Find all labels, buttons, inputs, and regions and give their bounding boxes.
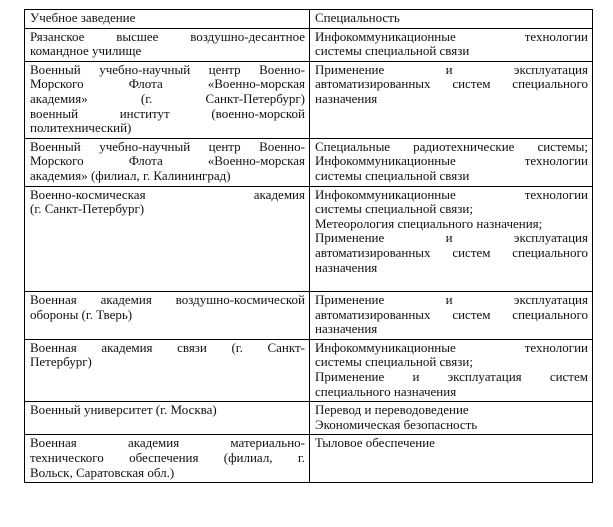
word: «Военно-морская	[207, 76, 305, 92]
word: эксплуатация	[513, 61, 588, 77]
word: системы;	[537, 138, 588, 154]
institution-line	[30, 63, 305, 78]
specialty-cell	[310, 339, 593, 401]
table-row	[25, 138, 593, 186]
header-institution: Учебное заведение	[25, 10, 310, 29]
word: академия	[253, 186, 305, 202]
word: эксплуатация	[513, 292, 588, 308]
table-row	[25, 61, 593, 138]
specialty-paragraph	[315, 418, 588, 433]
specialty-paragraph	[315, 436, 588, 451]
word: автоматизированных	[315, 76, 431, 92]
word: и	[445, 292, 453, 308]
word: автоматизированных	[315, 306, 431, 322]
word: (г.	[140, 90, 153, 106]
specialty-line: системы специальной связи	[315, 167, 470, 183]
specialty-line	[315, 308, 588, 323]
word: систем	[452, 244, 491, 260]
word: автоматизированных	[315, 244, 431, 260]
word: систем	[452, 76, 491, 92]
word: Санкт-	[267, 339, 305, 355]
word: технологии	[524, 153, 588, 169]
institution-line: политехнический)	[30, 120, 132, 136]
specialty-cell	[310, 292, 593, 340]
word: воздушно-космической	[175, 292, 305, 308]
word: систем	[549, 369, 588, 385]
word: и	[445, 230, 453, 246]
word: воздушно-десантное	[190, 28, 305, 44]
word: Морского	[30, 153, 84, 169]
word: специального	[512, 76, 588, 92]
specialty-paragraph	[315, 403, 588, 418]
word: учебно-научный	[99, 138, 191, 154]
institution-line	[30, 92, 305, 107]
table-header-row	[25, 10, 593, 29]
specialty-line: назначения	[315, 90, 378, 106]
institution-line: (г. Санкт-Петербург)	[30, 201, 145, 217]
specialty-cell	[310, 28, 593, 61]
specialty-paragraph	[315, 63, 588, 107]
word: Инфокоммуникационные	[315, 339, 456, 355]
institution-line	[30, 341, 305, 356]
word: технического	[30, 450, 104, 466]
word: Рязанское	[30, 28, 85, 44]
specialty-line: Метеорология специального назначения;	[315, 215, 543, 231]
word: Флота	[128, 153, 163, 169]
specialty-cell	[310, 61, 593, 138]
word: г.	[297, 450, 305, 466]
specialty-line: Тыловое обеспечение	[315, 435, 435, 451]
word: Специальные	[315, 138, 391, 154]
specialty-line	[315, 154, 588, 169]
institution-cell	[25, 186, 310, 292]
word: Военно-космическая	[30, 186, 146, 202]
word: и	[412, 369, 420, 385]
word: радиотехнические	[413, 138, 515, 154]
institution-line: Военный университет (г. Москва)	[30, 402, 217, 418]
institution-line	[30, 293, 305, 308]
word: и	[445, 61, 453, 77]
institution-line: академия» (филиал, г. Калининград)	[30, 167, 231, 183]
institution-cell	[25, 435, 310, 483]
word: специального	[512, 306, 588, 322]
institution-line	[30, 188, 305, 203]
specialty-paragraph	[315, 341, 588, 370]
specialty-line: системы специальной связи;	[315, 354, 473, 370]
table-row	[25, 435, 593, 483]
word: Применение	[315, 369, 385, 385]
table-row	[25, 28, 593, 61]
table-row	[25, 339, 593, 401]
institutions-table	[24, 9, 593, 483]
word: систем	[452, 306, 491, 322]
word: Применение	[315, 292, 385, 308]
word: Применение	[315, 230, 385, 246]
word: (филиал,	[223, 450, 273, 466]
specialty-cell	[310, 435, 593, 483]
institution-line	[30, 77, 305, 92]
word: Применение	[315, 61, 385, 77]
word: эксплуатация	[513, 230, 588, 246]
institution-cell	[25, 28, 310, 61]
specialty-line	[315, 231, 588, 246]
table-row	[25, 186, 593, 292]
specialty-line: системы специальной связи	[315, 43, 470, 59]
word: «Военно-морская	[207, 153, 305, 169]
specialty-line	[315, 30, 588, 45]
specialty-cell	[310, 186, 593, 292]
specialty-line	[315, 77, 588, 92]
institution-line	[30, 107, 305, 122]
word: учебно-научный	[99, 61, 191, 77]
word: академия»	[30, 90, 88, 106]
specialty-paragraph	[315, 30, 588, 59]
word: Военный	[30, 61, 81, 77]
specialty-paragraph	[315, 217, 588, 232]
word: материально-	[230, 435, 305, 451]
word: технологии	[524, 339, 588, 355]
specialty-line	[315, 188, 588, 203]
specialty-line	[315, 293, 588, 308]
word: технологии	[524, 28, 588, 44]
word: Военно-	[259, 61, 305, 77]
word: Инфокоммуникационные	[315, 186, 456, 202]
institution-cell	[25, 292, 310, 340]
institution-cell	[25, 339, 310, 401]
word: Военная	[30, 292, 77, 308]
word: институт	[119, 105, 170, 121]
word: технологии	[524, 186, 588, 202]
word: академия	[127, 435, 180, 451]
specialty-line: назначения	[315, 259, 378, 275]
word: Военный	[30, 138, 81, 154]
word: связи	[177, 339, 207, 355]
institution-line: Вольск, Саратовская обл.)	[30, 464, 175, 480]
institution-line	[30, 154, 305, 169]
specialty-line	[315, 140, 588, 155]
specialty-cell	[310, 402, 593, 435]
specialty-line: системы специальной связи;	[315, 201, 473, 217]
table-row	[25, 402, 593, 435]
word: Санкт-Петербург)	[205, 90, 305, 106]
word: академия	[100, 292, 152, 308]
word: (военно-морской	[211, 105, 305, 121]
header-specialty: Специальность	[310, 10, 593, 29]
specialty-line: специального назначения	[315, 383, 457, 399]
word: Инфокоммуникационные	[315, 153, 456, 169]
specialty-line	[315, 246, 588, 261]
word: академия	[101, 339, 153, 355]
word: (г.	[231, 339, 243, 355]
institution-line: обороны (г. Тверь)	[30, 306, 133, 322]
word: Флота	[128, 76, 163, 92]
specialty-paragraph	[315, 188, 588, 217]
table-body	[25, 28, 593, 483]
word: центр	[208, 138, 241, 154]
word: специального	[512, 244, 588, 260]
institution-cell	[25, 402, 310, 435]
specialty-paragraph	[315, 293, 588, 337]
institution-line	[30, 436, 305, 451]
specialty-line	[315, 63, 588, 78]
word: Военно-	[259, 138, 305, 154]
specialty-paragraph	[315, 140, 588, 184]
specialty-paragraph	[315, 370, 588, 399]
specialty-line	[315, 370, 588, 385]
word: высшее	[116, 28, 159, 44]
institution-line	[30, 30, 305, 45]
specialty-line: назначения	[315, 321, 378, 337]
institution-line	[30, 140, 305, 155]
specialty-line: Экономическая безопасность	[315, 416, 478, 432]
institution-cell	[25, 61, 310, 138]
word: военный	[30, 105, 79, 121]
word: Военная	[30, 339, 77, 355]
specialty-cell	[310, 138, 593, 186]
institution-line	[30, 451, 305, 466]
word: обеспечения	[129, 450, 199, 466]
word: Военная	[30, 435, 77, 451]
institution-line: командное училище	[30, 43, 142, 59]
institution-cell	[25, 138, 310, 186]
specialty-line	[315, 341, 588, 356]
specialty-paragraph	[315, 231, 588, 275]
institution-line: Петербург)	[30, 354, 92, 370]
word: Инфокоммуникационные	[315, 28, 456, 44]
word: Морского	[30, 76, 84, 92]
table-row	[25, 292, 593, 340]
word: центр	[208, 61, 241, 77]
word: эксплуатация	[447, 369, 522, 385]
specialty-line: Перевод и переводоведение	[315, 402, 469, 418]
